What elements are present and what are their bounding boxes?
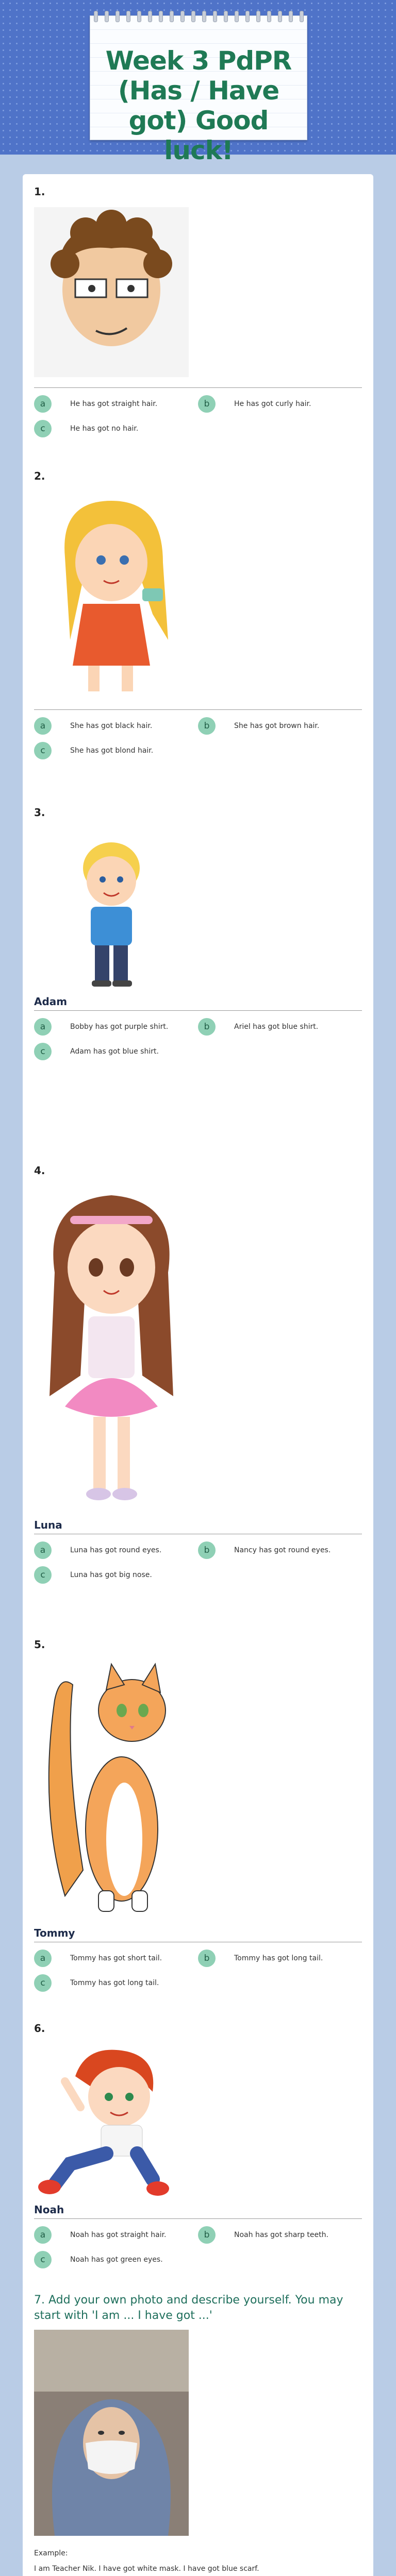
question-5 xyxy=(34,1638,362,1988)
option-letter: a xyxy=(34,395,52,413)
option-a[interactable] xyxy=(34,2226,167,2244)
option-text: Tommy has got long tail. xyxy=(70,1979,159,1987)
image-caption: Adam xyxy=(34,995,68,1008)
option-c[interactable] xyxy=(34,1566,152,1584)
option-c[interactable] xyxy=(34,1043,159,1060)
option-a[interactable] xyxy=(34,1541,161,1559)
separator xyxy=(34,387,362,388)
option-letter: b xyxy=(198,395,216,413)
option-letter: c xyxy=(34,742,52,759)
option-c[interactable] xyxy=(34,742,153,759)
option-letter: c xyxy=(34,1974,52,1992)
option-letter: a xyxy=(34,2226,52,2244)
page-title: Week 3 PdPR (Has / Have got) Good luck! xyxy=(105,46,292,165)
option-a[interactable] xyxy=(34,1950,162,1967)
option-letter: b xyxy=(198,1950,216,1967)
worksheet-card xyxy=(23,174,373,2576)
option-b[interactable] xyxy=(198,717,319,735)
option-text: Noah has got straight hair. xyxy=(70,2231,167,2239)
question-number: 5. xyxy=(34,1638,45,1651)
question-image xyxy=(34,1654,189,1922)
option-text: Adam has got blue shirt. xyxy=(70,1047,159,1056)
question-number: 6. xyxy=(34,2022,45,2035)
option-text: She has got brown hair. xyxy=(234,722,320,730)
option-letter: b xyxy=(198,717,216,735)
option-letter: b xyxy=(198,1018,216,1036)
option-text: He has got curly hair. xyxy=(234,400,311,408)
question-image xyxy=(34,1180,189,1515)
option-text: Luna has got round eyes. xyxy=(70,1546,162,1554)
example-label: Example: xyxy=(34,2549,68,2557)
option-a[interactable] xyxy=(34,717,152,735)
question-number: 3. xyxy=(34,806,45,819)
image-caption: Tommy xyxy=(34,1927,75,1939)
question-3 xyxy=(34,806,362,1057)
option-text: Noah has got sharp teeth. xyxy=(234,2231,328,2239)
option-b[interactable] xyxy=(198,395,311,413)
question-number: 1. xyxy=(34,185,45,198)
option-letter: a xyxy=(34,1541,52,1559)
option-text: He has got straight hair. xyxy=(70,400,158,408)
option-text: Luna has got big nose. xyxy=(70,1571,152,1579)
option-letter: b xyxy=(198,1541,216,1559)
example-text: I am Teacher Nik. I have got white mask. I have got blue scarf. xyxy=(34,2565,259,2573)
option-b[interactable] xyxy=(198,1541,331,1559)
question-number: 2. xyxy=(34,470,45,482)
option-text: Nancy has got round eyes. xyxy=(234,1546,331,1554)
option-letter: b xyxy=(198,2226,216,2244)
question-image xyxy=(34,832,189,992)
option-letter: c xyxy=(34,1043,52,1060)
option-c[interactable] xyxy=(34,420,138,437)
option-text: Noah has got green eyes. xyxy=(70,2256,163,2264)
image-caption: Luna xyxy=(34,1519,62,1531)
separator xyxy=(34,709,362,710)
option-letter: a xyxy=(34,717,52,735)
teacher-photo xyxy=(34,2330,189,2536)
option-letter: c xyxy=(34,1566,52,1584)
option-letter: a xyxy=(34,1018,52,1036)
question-2 xyxy=(34,470,362,756)
image-caption: Noah xyxy=(34,2204,64,2216)
question-6 xyxy=(34,2022,362,2265)
option-letter: c xyxy=(34,420,52,437)
option-text: Tommy has got long tail. xyxy=(234,1954,323,1962)
question-number: 4. xyxy=(34,1164,45,1177)
option-letter: a xyxy=(34,1950,52,1967)
option-b[interactable] xyxy=(198,1950,323,1967)
question-image xyxy=(34,485,189,702)
spiral-binding xyxy=(90,11,307,22)
option-a[interactable] xyxy=(34,1018,168,1036)
question-1 xyxy=(34,185,362,434)
title-note xyxy=(90,15,307,165)
option-a[interactable] xyxy=(34,395,157,413)
option-b[interactable] xyxy=(198,1018,318,1036)
question-image xyxy=(34,2045,189,2200)
option-b[interactable] xyxy=(198,2226,328,2244)
question-7-title: 7. Add your own photo and describe yourself. You may start with 'I am ... I have got ...' xyxy=(34,2294,343,2322)
option-text: Tommy has got short tail. xyxy=(70,1954,162,1962)
question-image xyxy=(34,207,189,377)
option-text: He has got no hair. xyxy=(70,425,139,433)
option-text: She has got blond hair. xyxy=(70,747,154,755)
separator xyxy=(34,1010,362,1011)
option-letter: c xyxy=(34,2251,52,2268)
question-4 xyxy=(34,1164,362,1580)
option-text: She has got black hair. xyxy=(70,722,153,730)
option-c[interactable] xyxy=(34,1974,159,1992)
option-text: Ariel has got blue shirt. xyxy=(234,1023,319,1031)
separator xyxy=(34,2218,362,2219)
option-text: Bobby has got purple shirt. xyxy=(70,1023,169,1031)
option-c[interactable] xyxy=(34,2251,163,2268)
